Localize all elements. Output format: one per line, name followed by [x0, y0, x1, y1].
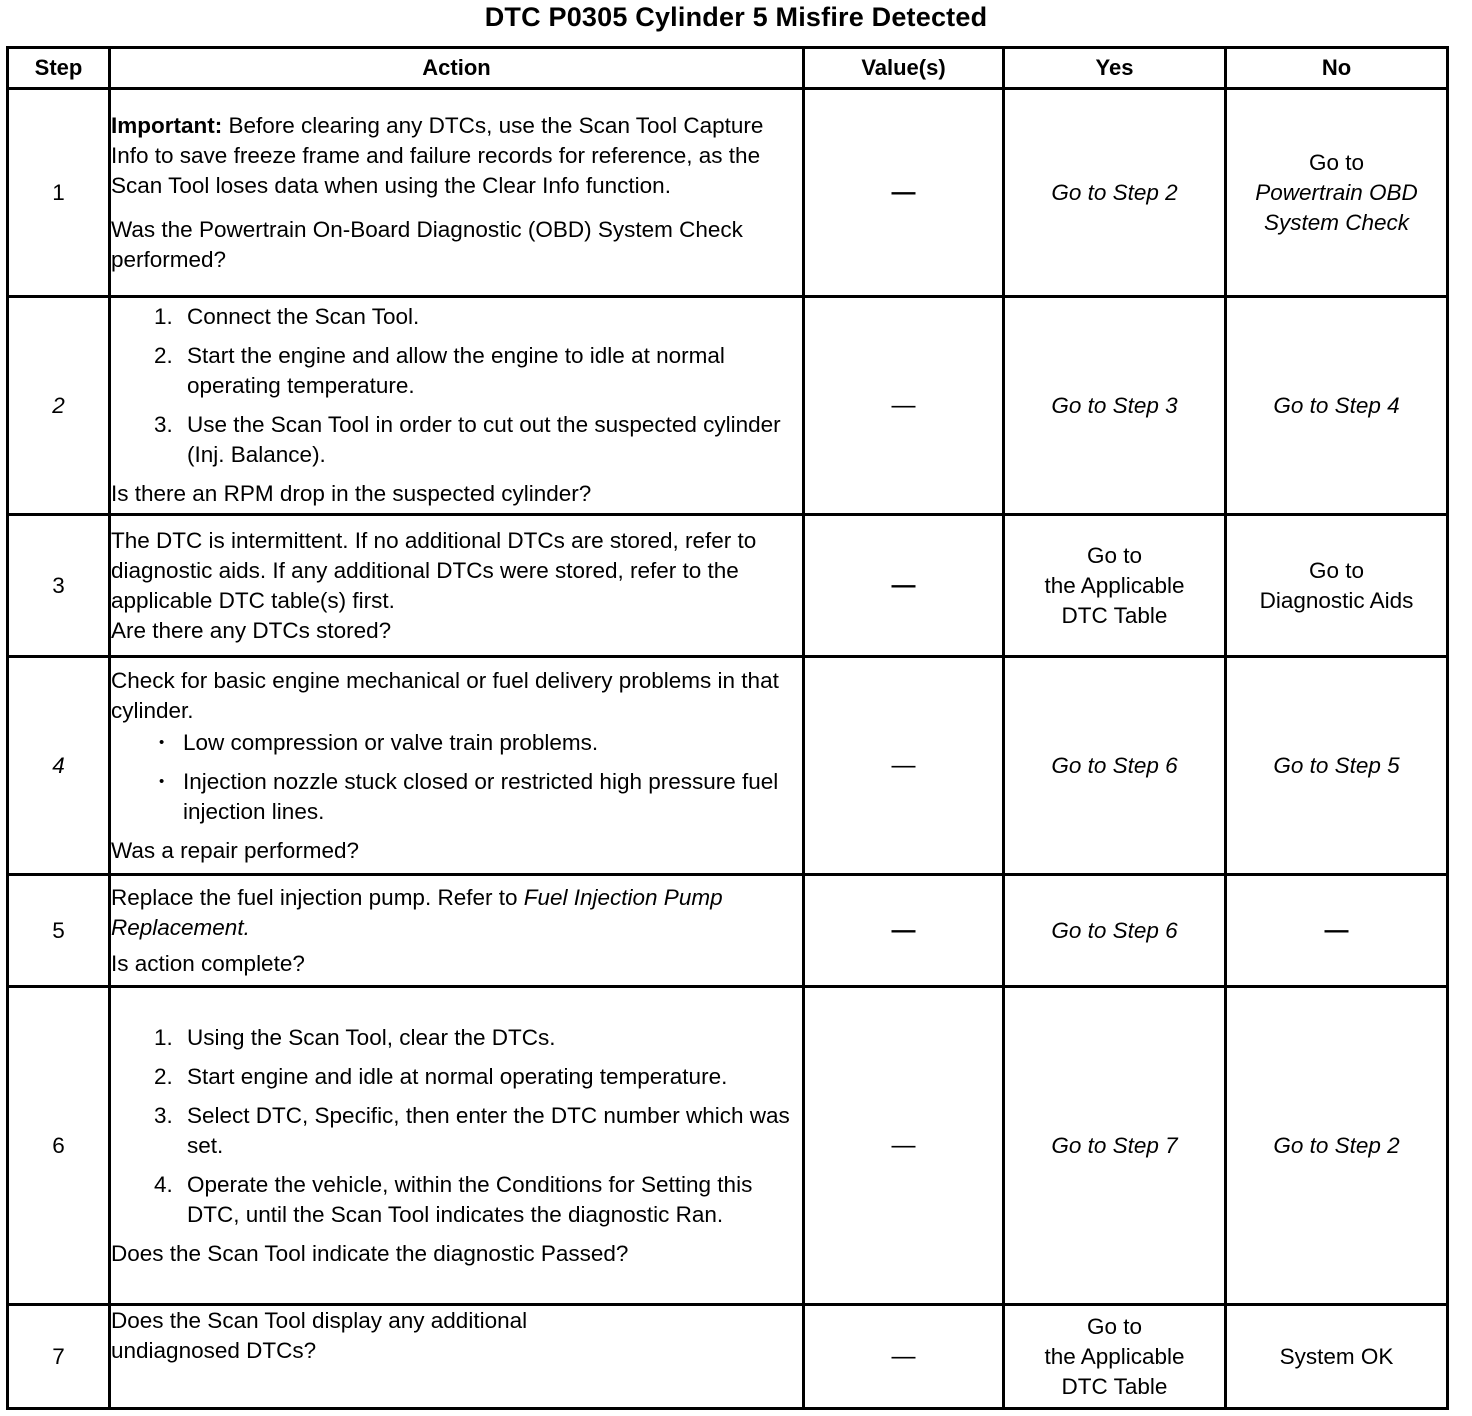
reference-link: Fuel Injection Pump Replacement. [111, 884, 723, 940]
step-number: 5 [8, 875, 110, 987]
list-item: 3. Use the Scan Tool in order to cut out the suspected cylinder (Inj. Balance). [179, 410, 802, 470]
value-cell: — [804, 1305, 1004, 1409]
action-question: Is there an RPM drop in the suspected cylinder? [111, 481, 592, 506]
action-question: Does the Scan Tool indicate the diagnostic Passed? [111, 1240, 629, 1266]
yes-cell: Go to Step 6 [1004, 657, 1226, 875]
action-text: The DTC is intermittent. If no additional DTCs are stored, refer to diagnostic aids. If any additional DTCs were stored, refer to the applicable DTC table(s) first. [111, 527, 757, 613]
step-number: 7 [8, 1305, 110, 1409]
yes-cell: Go to Step 3 [1004, 297, 1226, 515]
table-row [8, 875, 1448, 987]
header-row [8, 48, 1448, 89]
procedure-list [111, 302, 802, 470]
action-cell [110, 657, 804, 875]
header-action: Action [110, 48, 804, 89]
list-item: • Low compression or valve train problems. [183, 728, 802, 758]
value-cell: — [804, 657, 1004, 875]
no-prefix: Go to [1308, 149, 1365, 175]
value-cell: — [804, 89, 1004, 297]
value-cell: — [804, 297, 1004, 515]
action-question: Was the Powertrain On-Board Diagnostic (OBD) System Check performed? [111, 216, 743, 272]
action-cell [110, 1305, 804, 1409]
table-row [8, 515, 1448, 657]
header-values: Value(s) [804, 48, 1004, 89]
no-cell: — [1226, 875, 1448, 987]
no-cell: Go to Step 4 [1226, 297, 1448, 515]
action-question: Is action complete? [111, 950, 305, 976]
yes-cell: Go to the Applicable DTC Table [1004, 1305, 1226, 1409]
action-cell [110, 987, 804, 1305]
header-no: No [1226, 48, 1448, 89]
table-row [8, 1305, 1448, 1409]
yes-cell: Go to Step 6 [1004, 875, 1226, 987]
list-item: • Injection nozzle stuck closed or restricted high pressure fuel injection lines. [183, 767, 802, 827]
no-cell: System OK [1226, 1305, 1448, 1409]
header-step: Step [8, 48, 110, 89]
action-cell [110, 89, 804, 297]
action-question: Was a repair performed? [111, 837, 360, 863]
no-cell: Go to Step 2 [1226, 987, 1448, 1305]
list-item: 2. Start engine and idle at normal operating temperature. [179, 1062, 802, 1092]
table-row [8, 89, 1448, 297]
important-note [111, 111, 802, 201]
yes-cell: Go to Step 2 [1004, 89, 1226, 297]
step-number: 4 [8, 657, 110, 875]
action-question: Are there any DTCs stored? [111, 617, 392, 643]
procedure-list [111, 1023, 802, 1230]
step-number: 3 [8, 515, 110, 657]
no-cell [1226, 89, 1448, 297]
action-text: Check for basic engine mechanical or fuel delivery problems in that cylinder. [111, 667, 779, 723]
value-cell: — [804, 515, 1004, 657]
value-cell: — [804, 987, 1004, 1305]
list-item: 1. Using the Scan Tool, clear the DTCs. [179, 1023, 802, 1053]
diagnostic-table [6, 46, 1449, 1410]
value-cell: — [804, 875, 1004, 987]
list-item: 1. Connect the Scan Tool. [179, 302, 802, 332]
table-row [8, 297, 1448, 515]
step-number: 6 [8, 987, 110, 1305]
list-item: 4. Operate the vehicle, within the Conditions for Setting this DTC, until the Scan Tool indicates the diagnostic Ran. [179, 1170, 802, 1230]
table-row [8, 987, 1448, 1305]
bullet-list [111, 728, 802, 827]
step-number: 2 [8, 297, 110, 515]
action-text: Replace the fuel injection pump. Refer to Fuel Injection Pump Replacement. [111, 884, 723, 940]
action-question: Does the Scan Tool display any additional undiagnosed DTCs? [111, 1308, 528, 1363]
yes-cell: Go to the Applicable DTC Table [1004, 515, 1226, 657]
important-label: Important: [111, 112, 223, 138]
list-item: 3. Select DTC, Specific, then enter the DTC number which was set. [179, 1101, 802, 1161]
table-row [8, 657, 1448, 875]
action-cell [110, 875, 804, 987]
important-text: Before clearing any DTCs, use the Scan Tool Capture Info to save freeze frame and failure records for reference, as the Scan Tool loses data when using the Clear Info function. [111, 112, 764, 198]
step-number: 1 [8, 89, 110, 297]
page-title: DTC P0305 Cylinder 5 Misfire Detected [484, 2, 988, 32]
no-link: Powertrain OBD System Check [1255, 179, 1418, 235]
no-cell: Go to Step 5 [1226, 657, 1448, 875]
action-cell [110, 515, 804, 657]
header-yes: Yes [1004, 48, 1226, 89]
action-cell [110, 297, 804, 515]
list-item: 2. Start the engine and allow the engine to idle at normal operating temperature. [179, 341, 802, 401]
yes-cell: Go to Step 7 [1004, 987, 1226, 1305]
no-cell: Go to Diagnostic Aids [1226, 515, 1448, 657]
